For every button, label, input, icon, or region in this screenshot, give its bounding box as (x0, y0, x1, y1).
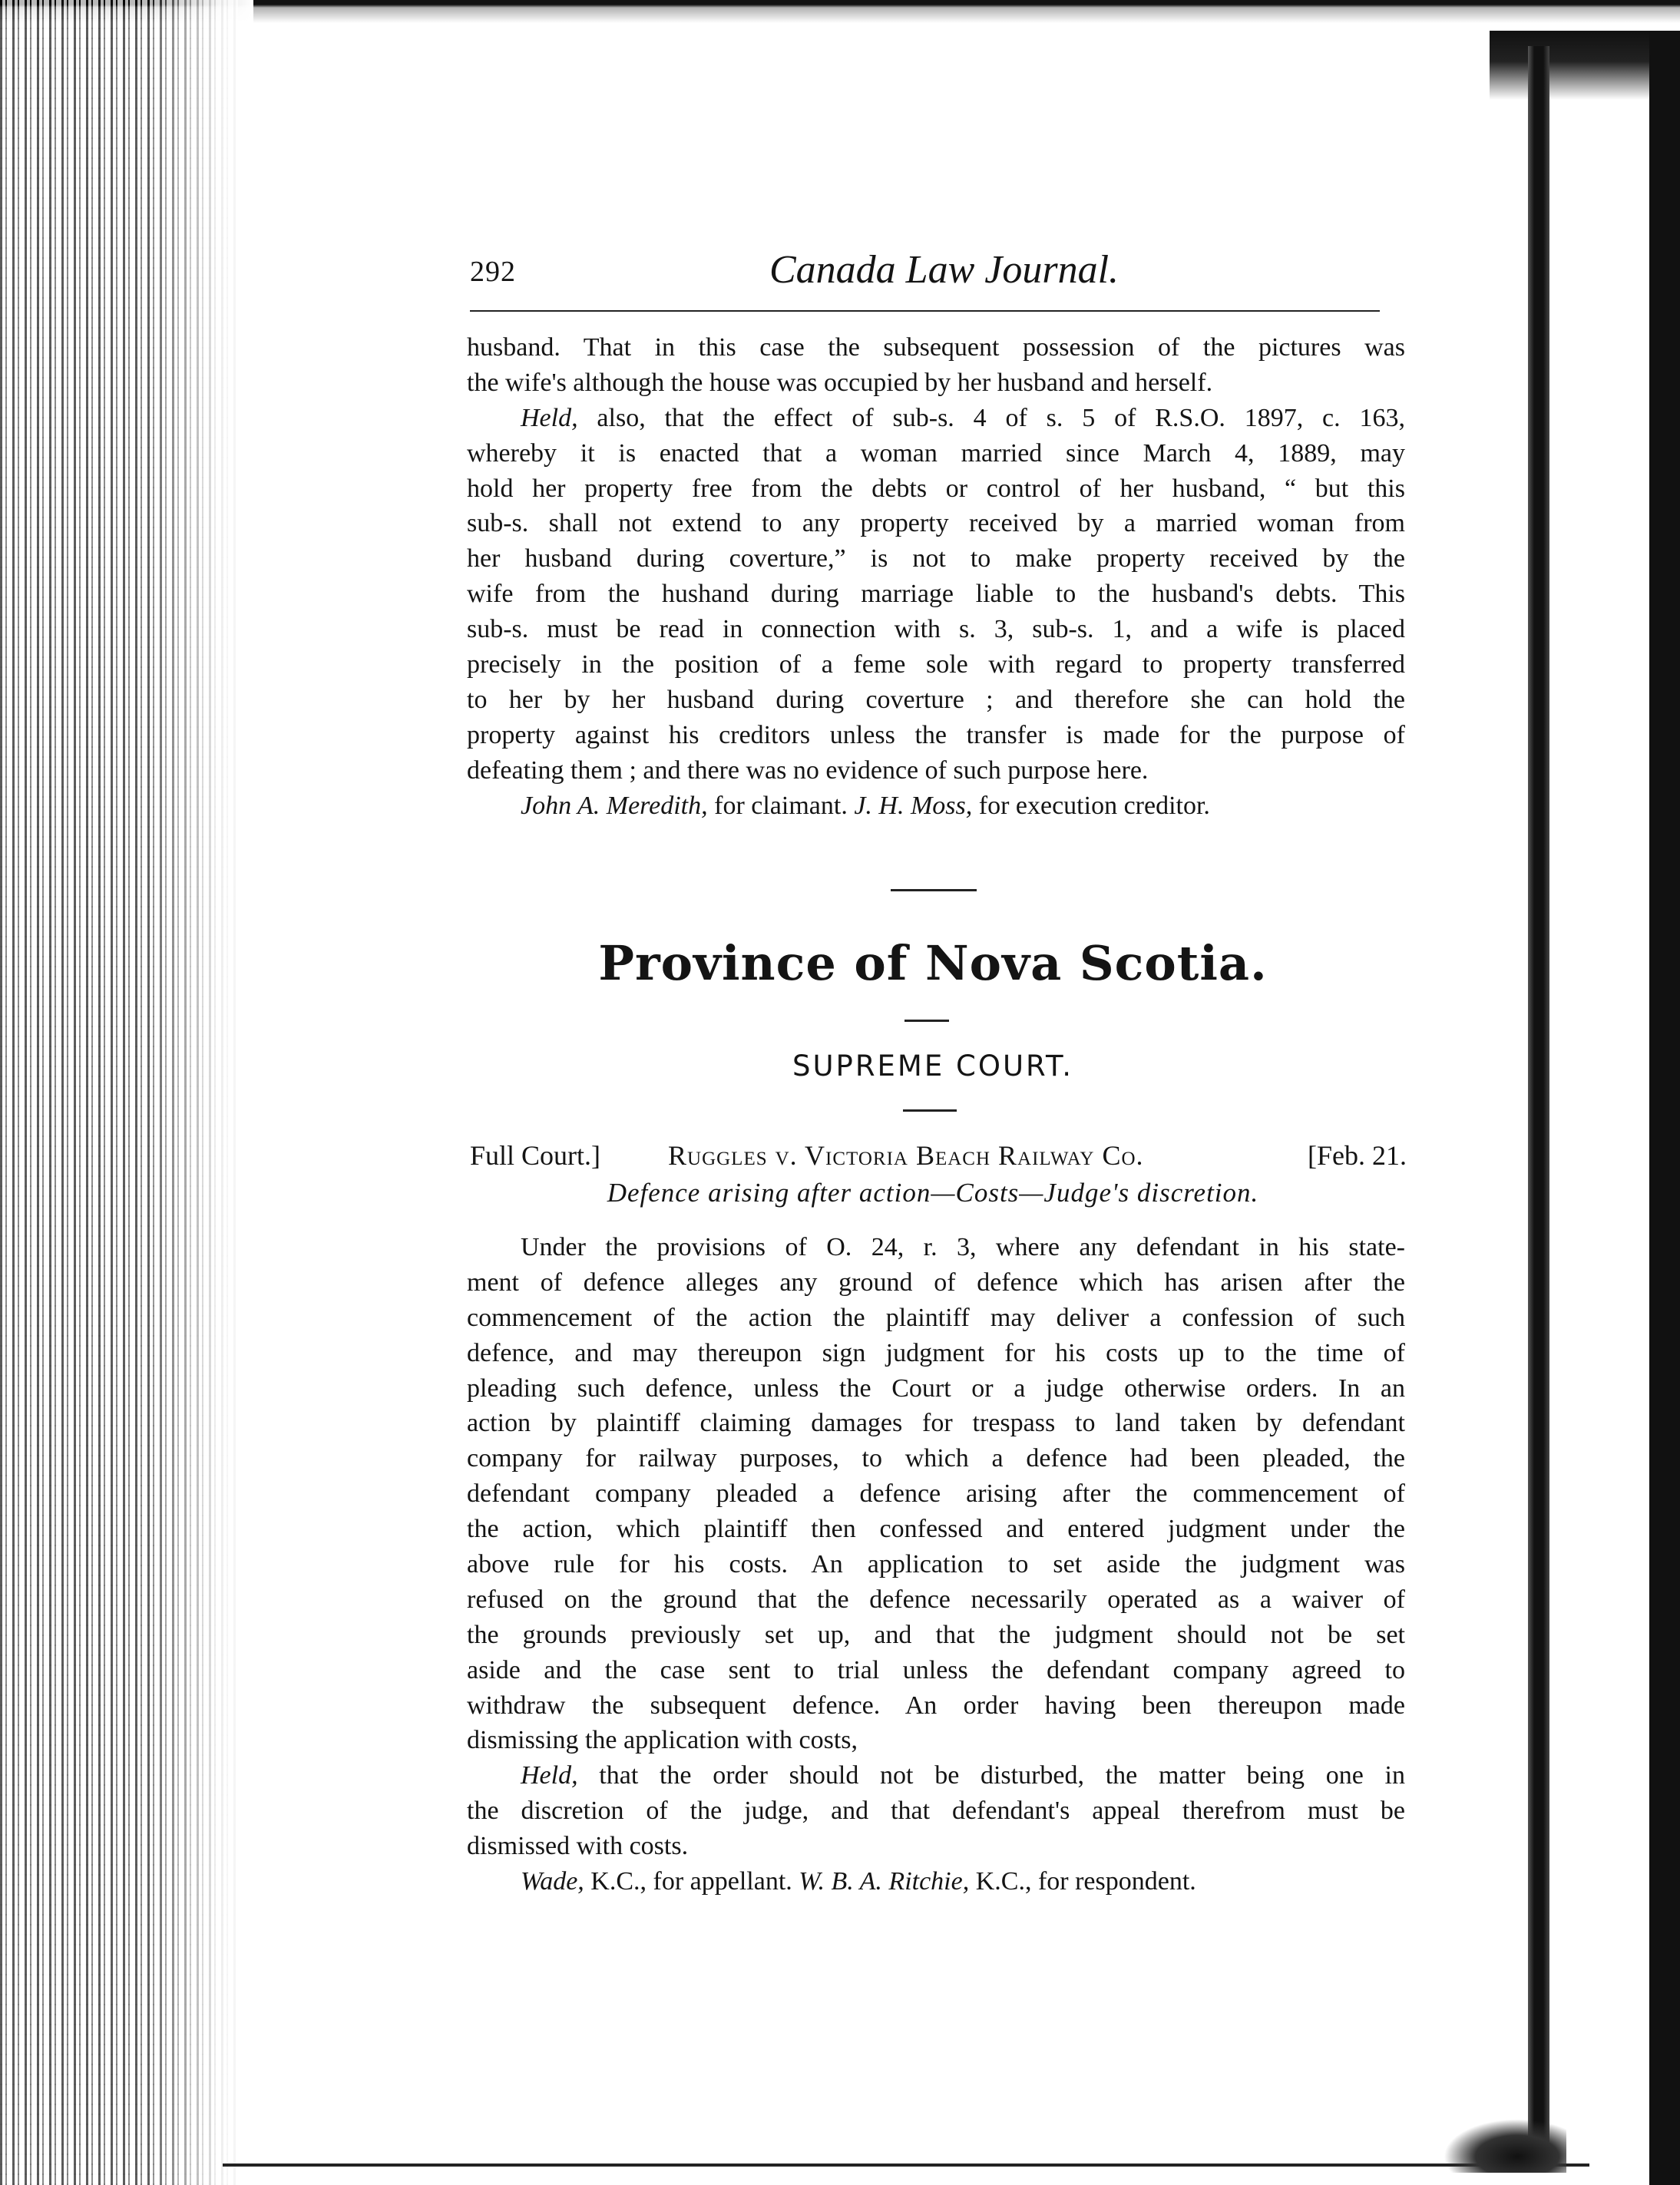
text-line: defendant company pleaded a defence arising after the commencement of (467, 1479, 1405, 1509)
text-line: precisely in the position of a feme sole with regard to property transferred (467, 650, 1405, 679)
case-court: Full Court.] (470, 1140, 601, 1171)
text-line: the grounds previously set up, and that the judgment should not be set (467, 1620, 1405, 1649)
text-line: to her by her husband during coverture ; and therefore she can hold the (467, 685, 1405, 714)
claimant-counsel-role: for claimant. (707, 791, 855, 820)
text-line: the wife's although the house was occupied by her husband and herself. (467, 368, 1213, 397)
respondent-counsel-role: K.C., for respondent. (969, 1867, 1196, 1896)
case-caption (470, 1138, 1407, 1173)
page-header (470, 244, 1380, 313)
running-head: Canada Law Journal. (769, 248, 1119, 292)
text-line: dismissing the application with costs, (467, 1726, 858, 1755)
held-line: Held, that the order should not be disturbed, the matter being one in (521, 1761, 1405, 1790)
text-line: ment of defence alleges any ground of defence which has arisen after the (467, 1268, 1405, 1297)
section-1-text (467, 330, 1405, 823)
claimant-counsel-name: John A. Meredith, (521, 791, 708, 820)
creditor-counsel-name: J. H. Moss, (854, 791, 973, 820)
page-number: 292 (470, 256, 516, 288)
text-line: whereby it is enacted that a woman married since March 4, 1889, may (467, 438, 1405, 468)
scan-page-edge (1528, 46, 1549, 2150)
text-line: action by plaintiff claiming damages for trespass to land taken by defendant (467, 1409, 1405, 1438)
text-line: aside and the case sent to trial unless the defendant company agreed to (467, 1655, 1405, 1684)
case-catchwords: Defence arising after action—Costs—Judge's discretion. (607, 1178, 1259, 1208)
text-line: the action, which plaintiff then confessed and entered judgment under the (467, 1515, 1405, 1544)
province-heading: Province of Nova Scotia. (598, 935, 1268, 991)
court-divider (903, 1109, 957, 1112)
held-line: the discretion of the judge, and that defendant's appeal therefrom must be (467, 1797, 1405, 1826)
creditor-counsel-role: for execution creditor. (972, 791, 1210, 820)
text-line: withdraw the subsequent defence. An order having been thereupon made (467, 1691, 1405, 1720)
section-2-text (467, 1230, 1405, 1899)
text-line: Under the provisions of O. 24, r. 3, where any defendant in his state- (521, 1233, 1405, 1261)
heading-divider (904, 1020, 949, 1022)
text-line: defeating them ; and there was no evidence of such purpose here. (467, 755, 1149, 785)
held-label: Held, (521, 403, 578, 432)
text-line: refused on the ground that the defence necessarily operated as a waiver of (467, 1585, 1405, 1614)
held-line: dismissed with costs. (467, 1832, 689, 1861)
scan-binding-fade (146, 0, 253, 2185)
appellant-counsel-role: K.C., for appellant. (584, 1867, 799, 1896)
text-line: her husband during coverture,” is not to make property received by the (467, 544, 1405, 574)
text-line: hold her property free from the debts or control of her husband, “ but this (467, 474, 1405, 503)
text-line: sub-s. shall not extend to any property received by a married woman from (467, 509, 1405, 538)
text-line: property against his creditors unless the transfer is made for the purpose of (467, 720, 1405, 749)
scan-right-edge (1534, 31, 1680, 2185)
text-line: above rule for his costs. An application to set aside the judgment was (467, 1550, 1405, 1579)
counsel-line (467, 788, 1405, 824)
appellant-counsel-name: Wade, (521, 1867, 584, 1896)
text-line: husband. That in this case the subsequent possession of the pictures was (467, 333, 1405, 362)
text-line: wife from the hushand during marriage liable to the husband's debts. This (467, 580, 1405, 609)
case-date: [Feb. 21. (1308, 1140, 1407, 1171)
case-name: Ruggles v. Victoria Beach Railway Co. (668, 1140, 1144, 1171)
text-line: commencement of the action the plaintiff may deliver a confession of such (467, 1303, 1405, 1332)
text-line: pleading such defence, unless the Court or a judge otherwise orders. In an (467, 1373, 1405, 1403)
text-line: Held, also, that the effect of sub-s. 4 of s. 5 of R.S.O. 1897, c. 163, (521, 403, 1405, 432)
scan-bottom-edge (223, 2164, 1589, 2167)
text-line: defence, and may thereupon sign judgment for his costs up to the time of (467, 1338, 1405, 1367)
counsel-line (467, 1864, 1405, 1899)
header-rule (470, 310, 1380, 312)
scan-bottom-corner (1444, 2119, 1566, 2173)
section-divider (891, 889, 977, 891)
held-label: Held, (521, 1761, 578, 1790)
text-line: sub-s. must be read in connection with s. 3, sub-s. 1, and a wife is placed (467, 615, 1405, 644)
respondent-counsel-name: W. B. A. Ritchie, (799, 1867, 970, 1896)
court-heading: SUPREME COURT. (792, 1050, 1074, 1083)
text-line: company for railway purposes, to which a defence had been pleaded, the (467, 1444, 1405, 1473)
